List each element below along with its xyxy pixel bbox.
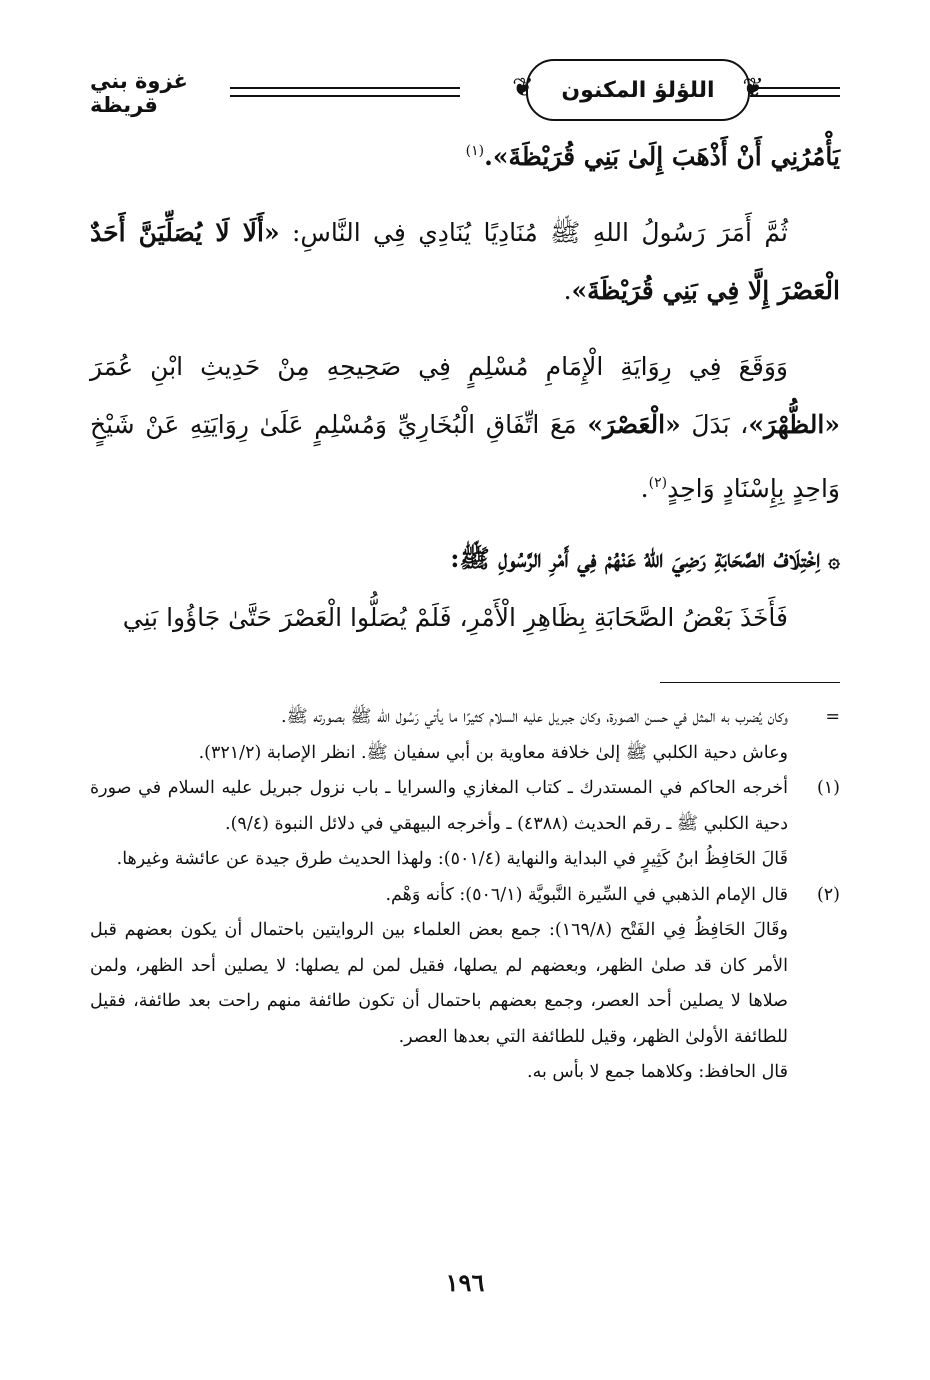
- footnote-ref: (١): [465, 143, 485, 159]
- section-heading: [90, 530, 840, 589]
- punctuation: .: [640, 474, 649, 503]
- footnote-ref: (٢): [648, 475, 668, 491]
- footnote-text: قَالَ الحَافِظُ ابنُ كَثِيرٍ في البداية والنهاية (٥٠١/٤): ولهذا الحديث طرق جيدة عن عائشة وغيرها.: [116, 849, 788, 869]
- footnotes: [90, 700, 840, 1091]
- footnote-number: (١): [816, 778, 840, 798]
- section-heading-text: اِخْتِلَافُ الصَّحَابَةِ رَضِيَ اللهُ عَنْهُمْ فِي أَمْرِ الرَّسُولِ ﷺ:: [450, 544, 821, 573]
- header-rule-left: [230, 87, 460, 97]
- running-header: [90, 55, 840, 125]
- footnote-continuation: [90, 700, 840, 736]
- footnote-1: [90, 771, 840, 878]
- main-text: [90, 122, 840, 647]
- page-number: ١٩٦: [445, 1268, 485, 1297]
- footnote-text: وكان يُضرب به المثل في حسن الصورة، وكان جبريل عليه السلام كثيرًا ما يأتي رَسُول الله ﷺ بصورته ﷺ.: [281, 707, 788, 727]
- paragraph-text: ثُمَّ أَمَرَ رَسُولُ اللهِ ﷺ مُنَادِيًا يُنَادِي فِي النَّاسِ:: [279, 218, 788, 247]
- footnote-text: قال الحافظ: وكلاهما جمع لا بأس به.: [527, 1062, 788, 1082]
- chapter-title: غزوة بني قريظة: [90, 69, 188, 117]
- book-title: اللؤلؤ المكنون: [561, 77, 715, 103]
- paragraph-text: وَوَقَعَ فِي رِوَايَةِ الْإِمَامِ مُسْلِمٍ فِي صَحِيحِهِ مِنْ حَدِيثِ ابْنِ عُمَرَ: [90, 352, 788, 381]
- footnote-2: [90, 878, 840, 1091]
- footnote-text: قال الإمام الذهبي في السِّيرة النَّبويَّة (٥٠٦/١): كأنه وَهْم.: [385, 884, 788, 905]
- footnote-continuation: [90, 736, 840, 772]
- section-marker-icon: ۞: [828, 548, 840, 572]
- footnote-number: (٢): [816, 884, 840, 905]
- punctuation: .: [563, 276, 572, 305]
- footnote-text: أخرجه الحاكم في المستدرك ـ كتاب المغازي والسرايا ـ باب نزول جبريل عليه السلام في صورة دحية الكلبي ﷺ ـ رقم الحديث (٤٣٨٨) ـ وأخرجه البيهقي في دلائل النبوة (٩/٤).: [90, 778, 788, 834]
- paragraph: [90, 338, 840, 518]
- ornament-icon: ❦: [742, 73, 764, 103]
- paragraph: [90, 589, 840, 647]
- quoted-word: «الظُّهْرَ»: [748, 410, 840, 439]
- footnote-separator: [660, 682, 840, 683]
- paragraph-text: مَعَ اتِّفَاقِ الْبُخَارِيِّ وَمُسْلِمٍ عَلَىٰ رِوَايَتِهِ عَنْ شَيْخٍ وَاحِدٍ بِإِسْنَادٍ وَاحِدٍ: [90, 410, 840, 503]
- continuation-marker: =: [825, 707, 840, 727]
- hadith-quote: «أَلَا لَا يُصَلِّيَنَّ أَحَدٌ الْعَصْرَ إِلَّا فِي بَنِي قُرَيْظَةَ»: [90, 218, 840, 305]
- paragraph-text: فَأَخَذَ بَعْضُ الصَّحَابَةِ بِظَاهِرِ الْأَمْرِ، فَلَمْ يُصَلُّوا الْعَصْرَ حَتَّىٰ جَاؤُوا بَنِي: [122, 603, 788, 632]
- paragraph-text: يَأْمُرُنِي أَنْ أَذْهَبَ إِلَىٰ بَنِي قُرَيْظَةَ».: [484, 142, 840, 171]
- quoted-word: «الْعَصْرَ»: [587, 410, 681, 439]
- paragraph: [90, 122, 840, 186]
- book-title-cartouche: [512, 59, 764, 121]
- paragraph: [90, 204, 840, 320]
- footnote-text: وعاش دحية الكلبي ﷺ إلىٰ خلافة معاوية بن أبي سفيان ﷺ. انظر الإصابة (٣٢١/٢).: [198, 742, 788, 763]
- footnote-text: وقَالَ الحَافِظُ فِي الفَتْح (١٦٩/٨): جمع بعض العلماء بين الروايتين باحتمال أن يكون بعضهم قبل الأمر كان قد صلىٰ الظهر، وبعضهم لم يصلها، فقيل لمن لم يصلها: لا يصلين أحد الظهر، ولمن صلاها لا يصلين أحد العصر، وجمع بعضهم باحتمال أن تكون طائفة منهم راحت بعد طائفة، فقيل للطائفة الأولىٰ الظهر، وقيل للطائفة التي بعدها العصر.: [90, 920, 788, 1047]
- ornament-icon: ❦: [512, 73, 534, 103]
- paragraph-text: ، بَدَلَ: [680, 410, 749, 439]
